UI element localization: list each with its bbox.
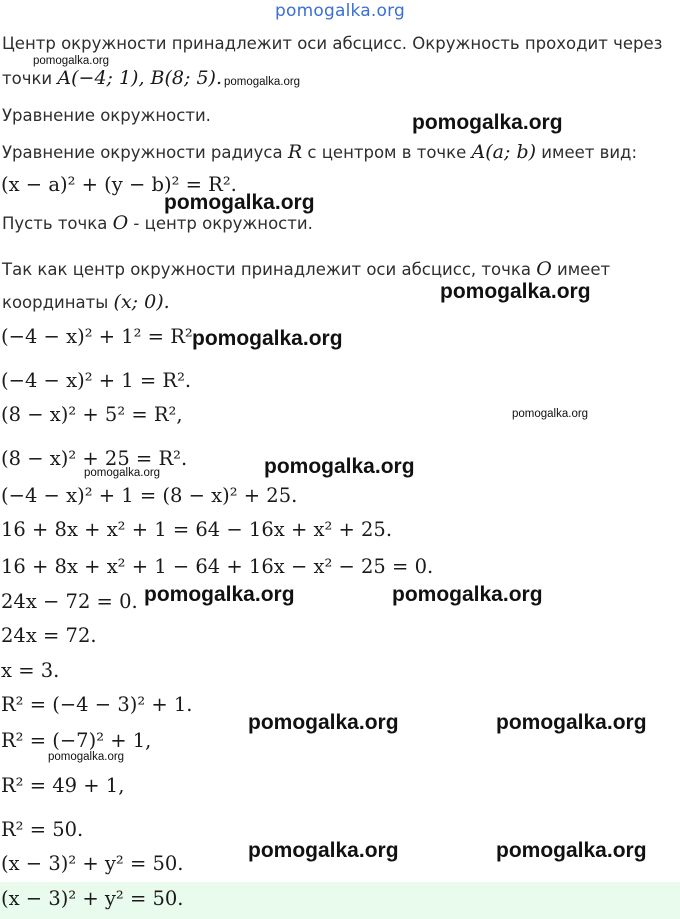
equation-step-9: 24x = 72. — [1, 624, 97, 647]
problem-points: A(−4; 1), B(8; 5). — [57, 67, 222, 89]
equation-step-4: (8 − x)² + 25 = R². — [1, 447, 188, 470]
center-def-text-a: Пусть точка — [2, 214, 113, 233]
reasoning-text-b: имеет — [551, 260, 611, 279]
problem-text-prefix: точки — [2, 69, 58, 88]
equation-step-11: R² = (−4 − 3)² + 1. — [1, 693, 193, 716]
watermark: pomogalka.org — [392, 583, 543, 606]
circle-equation-intro — [2, 141, 637, 163]
center-definition — [2, 212, 313, 234]
watermark: pomogalka.org — [144, 583, 295, 606]
equation-step-15: (x − 3)² + y² = 50. — [1, 852, 184, 875]
watermark: pomogalka.org — [440, 280, 591, 303]
intro-center-symbol: A(a; b) — [471, 141, 537, 163]
watermark: pomogalka.org — [496, 711, 647, 734]
watermark: pomogalka.org — [33, 55, 110, 67]
center-coordinates: (x; 0). — [113, 291, 170, 313]
equation-step-1: (−4 − x)² + 1² = R² — [1, 325, 193, 348]
center-reasoning-line-2 — [2, 291, 170, 313]
intro-text-a: Уравнение окружности радиуса — [2, 143, 288, 162]
equation-step-2: (−4 − x)² + 1 = R². — [1, 369, 192, 392]
answer-equation: (x − 3)² + y² = 50. — [1, 887, 184, 910]
reasoning-text-a: Так как центр окружности принадлежит оси абсцисс, точка — [2, 260, 537, 279]
section-heading: Уравнение окружности. — [2, 106, 211, 125]
reasoning-center-symbol: O — [536, 258, 552, 280]
site-header-link[interactable]: pomogalka.org — [275, 1, 405, 21]
watermark: pomogalka.org — [48, 751, 125, 763]
center-def-text-b: - центр окружности. — [128, 214, 313, 233]
equation-step-5: (−4 − x)² + 1 = (8 − x)² + 25. — [1, 484, 298, 507]
coords-label: координаты — [2, 293, 114, 312]
watermark: pomogalka.org — [248, 711, 399, 734]
watermark: pomogalka.org — [412, 111, 563, 134]
problem-text-line-1: Центр окружности принадлежит оси абсцисс. Окружность проходит через — [2, 34, 663, 53]
center-symbol: O — [112, 212, 129, 234]
intro-text-c: имеет вид: — [536, 143, 638, 162]
equation-step-10: x = 3. — [1, 659, 60, 682]
problem-text-line-2 — [2, 67, 222, 89]
equation-step-13: R² = 49 + 1, — [1, 774, 125, 797]
watermark: pomogalka.org — [192, 327, 343, 350]
watermark: pomogalka.org — [224, 76, 301, 88]
equation-step-12: R² = (−7)² + 1, — [1, 729, 152, 752]
watermark: pomogalka.org — [512, 408, 589, 420]
center-reasoning-line-1 — [2, 258, 610, 280]
watermark: pomogalka.org — [164, 191, 315, 214]
equation-step-3: (8 − x)² + 5² = R², — [1, 403, 183, 426]
watermark: pomogalka.org — [84, 467, 161, 479]
intro-text-b: с центром в точке — [302, 143, 472, 162]
watermark: pomogalka.org — [248, 839, 399, 862]
watermark: pomogalka.org — [264, 455, 415, 478]
intro-radius-symbol: R — [287, 141, 303, 163]
equation-step-7: 16 + 8x + x² + 1 − 64 + 16x − x² − 25 = 0. — [1, 555, 434, 578]
watermark: pomogalka.org — [496, 839, 647, 862]
equation-step-14: R² = 50. — [1, 818, 84, 841]
equation-step-8: 24x − 72 = 0. — [1, 590, 138, 613]
equation-step-6: 16 + 8x + x² + 1 = 64 − 16x + x² + 25. — [1, 518, 393, 541]
equation-general: (x − a)² + (y − b)² = R². — [1, 173, 237, 196]
answer-box — [0, 882, 680, 919]
